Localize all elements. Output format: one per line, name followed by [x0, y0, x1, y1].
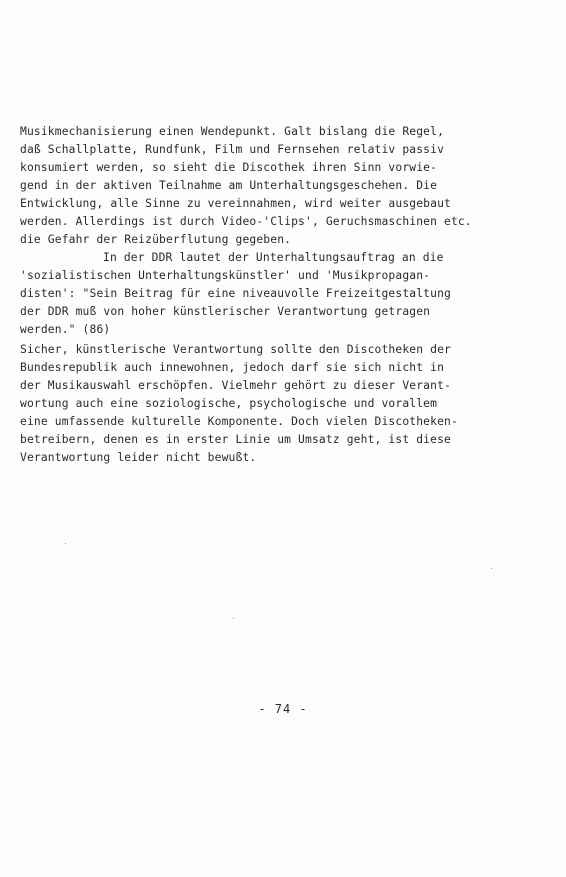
text-line: der Musikauswahl erschöpfen. Vielmehr gehört zu dieser Verant- — [20, 379, 451, 392]
text-line: Bundesrepublik auch innewohnen, jedoch darf sie sich nicht in — [20, 361, 445, 374]
text-line: eine umfassende kulturelle Komponente. Doch vielen Discotheken- — [20, 415, 458, 428]
text-line: daß Schallplatte, Rundfunk, Film und Fernsehen relativ passiv — [20, 143, 445, 156]
text-line: Sicher, künstlerische Verantwortung sollte den Discotheken der — [20, 343, 451, 356]
text-line: die Gefahr der Reizüberflutung gegeben. — [20, 233, 292, 246]
text-line: konsumiert werden, so sieht die Discothek ihren Sinn vorwie- — [20, 161, 438, 174]
text-line: betreibern, denen es in erster Linie um Umsatz geht, ist diese — [20, 433, 451, 446]
text-line: Musikmechanisierung einen Wendepunkt. Galt bislang die Regel, — [20, 125, 445, 138]
text-line: werden." (86) — [20, 323, 111, 336]
text-line: In der DDR lautet der Unterhaltungsauftrag an die — [103, 251, 444, 264]
text-line: Verantwortung leider nicht bewußt. — [20, 451, 257, 464]
page-number: - 74 - — [258, 702, 308, 716]
text-line: der DDR muß von hoher künstlerischer Verantwortung getragen — [20, 305, 431, 318]
scan-speck — [491, 568, 492, 569]
text-line: gend in der aktiven Teilnahme am Unterhaltungsgeschehen. Die — [20, 179, 438, 192]
text-line: disten': "Sein Beitrag für eine niveauvolle Freizeitgestaltung — [20, 287, 451, 300]
text-line: wortung auch eine soziologische, psychologische und vorallem — [20, 397, 438, 410]
text-line: 'sozialistischen Unterhaltungskünstler' und 'Musikpropagan- — [20, 269, 431, 282]
text-line: Entwicklung, alle Sinne zu vereinnahmen, wird weiter ausgebaut — [20, 197, 451, 210]
scan-speck — [65, 543, 66, 544]
text-line: werden. Allerdings ist durch Video-'Clips', Geruchsmaschinen etc. — [20, 215, 472, 228]
scan-speck — [233, 618, 234, 619]
